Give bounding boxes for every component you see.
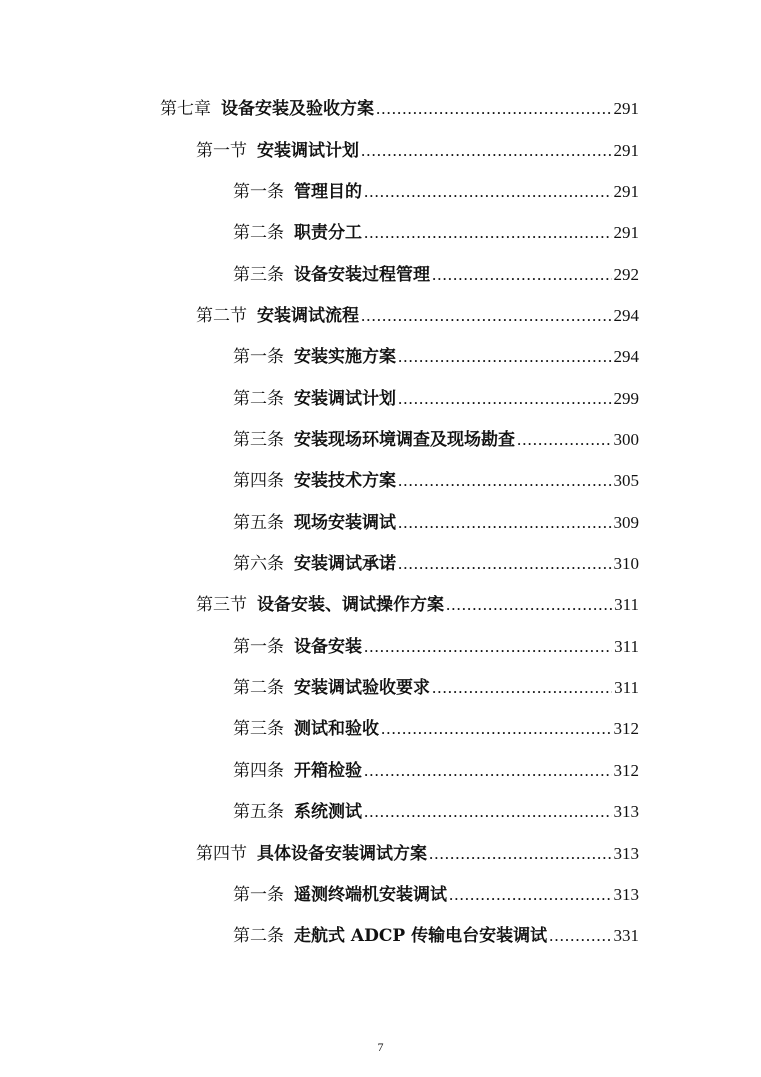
toc-entry-number: 第四条 [233,471,284,491]
toc-entry-title: 设备安装及验收方案 [221,99,374,119]
toc-entry-title: 走航式 ADCP 传输电台安装调试 [294,926,548,946]
toc-leader-dots [381,718,612,740]
toc-entry-page: 311 [614,678,639,697]
toc-leader-dots [364,222,612,244]
toc-entry-page: 313 [613,844,639,863]
toc-entry[interactable] [233,714,639,740]
toc-leader-dots [517,429,612,451]
toc-entry-title: 管理目的 [294,182,362,202]
toc-entry[interactable] [233,508,639,534]
toc-entry[interactable] [233,880,639,906]
toc-leader-dots [364,801,612,823]
toc-entry[interactable] [233,384,639,410]
toc-entry-page: 311 [614,637,639,656]
toc-entry-number: 第五条 [233,513,284,533]
toc-leader-dots [398,470,612,492]
toc-entry[interactable] [196,301,639,327]
toc-entry-number: 第一条 [233,637,284,657]
toc-entry-page: 294 [613,306,639,325]
toc-entry-title: 设备安装 [294,637,362,657]
toc-leader-dots [429,843,612,865]
toc-leader-dots [446,594,612,616]
toc-entry-title: 测试和验收 [294,719,379,739]
toc-leader-dots [549,925,611,947]
toc-entry-number: 第七章 [160,99,211,119]
toc-entry-page: 310 [613,554,639,573]
toc-entry-title: 安装调试计划 [257,141,359,161]
toc-entry[interactable] [196,590,639,616]
toc-entry-page: 291 [613,223,639,242]
toc-entry-number: 第三条 [233,265,284,285]
toc-entry-number: 第一节 [196,141,247,161]
toc-entry-page: 291 [613,182,639,201]
toc-entry[interactable] [233,218,639,244]
toc-entry-number: 第二条 [233,678,284,698]
toc-entry-number: 第二条 [233,389,284,409]
toc-entry-page: 294 [613,347,639,366]
toc-entry[interactable] [233,177,639,203]
toc-entry-title: 安装调试承诺 [294,554,396,574]
toc-entry-number: 第三条 [233,719,284,739]
toc-entry-title: 安装调试计划 [294,389,396,409]
toc-entry-title: 安装实施方案 [294,347,396,367]
toc-entry-title: 设备安装过程管理 [294,265,430,285]
toc-entry-title: 安装技术方案 [294,471,396,491]
toc-entry[interactable] [196,839,639,865]
toc-entry-title: 现场安装调试 [294,513,396,533]
toc-entry-page: 312 [613,761,639,780]
toc-entry-title: 安装现场环境调查及现场勘查 [294,430,515,450]
toc-entry[interactable] [233,921,639,947]
toc-entry[interactable] [233,425,639,451]
toc-entry-number: 第三条 [233,430,284,450]
toc-entry-number: 第四节 [196,844,247,864]
toc-entry-title: 职责分工 [294,223,362,243]
toc-entry-number: 第二条 [233,926,284,946]
toc-entry[interactable] [233,260,639,286]
toc-entry-title: 具体设备安装调试方案 [257,844,427,864]
toc-leader-dots [364,760,612,782]
toc-entry-page: 292 [613,265,639,284]
toc-entry-page: 299 [613,389,639,408]
toc-entry[interactable] [233,632,639,658]
page-number: 7 [377,1040,384,1054]
toc-leader-dots [398,512,612,534]
toc-leader-dots [449,884,612,906]
toc-entry[interactable] [233,797,639,823]
toc-entry-number: 第二节 [196,306,247,326]
toc-entry-number: 第五条 [233,802,284,822]
toc-entry-number: 第二条 [233,223,284,243]
toc-entry-number: 第一条 [233,347,284,367]
toc-leader-dots [432,264,612,286]
toc-entry-page: 291 [613,141,639,160]
toc-entry-number: 第一条 [233,182,284,202]
toc-entry[interactable] [233,549,639,575]
toc-leader-dots [398,388,612,410]
toc-entry-number: 第四条 [233,761,284,781]
toc-entry-page: 311 [614,595,639,614]
toc-entry-title: 安装调试流程 [257,306,359,326]
toc-entry[interactable] [233,673,639,699]
toc-entry-page: 305 [613,471,639,490]
toc-leader-dots [376,98,612,120]
toc-entry-page: 309 [613,513,639,532]
toc-entry-number: 第三节 [196,595,247,615]
toc-entry[interactable] [196,136,639,162]
toc-leader-dots [432,677,612,699]
toc-entry-page: 313 [613,802,639,821]
toc-leader-dots [361,305,612,327]
toc-entry-page: 291 [613,99,639,118]
toc-entry-number: 第六条 [233,554,284,574]
toc-leader-dots [398,346,612,368]
toc-entry[interactable] [233,756,639,782]
toc-leader-dots [364,181,612,203]
toc-entry-number: 第一条 [233,885,284,905]
toc-entry[interactable] [233,466,639,492]
toc-entry-page: 313 [613,885,639,904]
toc-leader-dots [364,636,612,658]
toc-entry-page: 300 [613,430,639,449]
toc-entry-title: 系统测试 [294,802,362,822]
toc-entry-title: 设备安装、调试操作方案 [257,595,444,615]
toc-leader-dots [398,553,612,575]
toc-entry[interactable] [233,342,639,368]
toc-entry[interactable] [160,94,639,120]
toc-leader-dots [361,140,612,162]
toc-entry-title: 遥测终端机安装调试 [294,885,447,905]
toc-entry-title: 开箱检验 [294,761,362,781]
toc-entry-page: 331 [613,926,639,945]
toc-entry-page: 312 [613,719,639,738]
toc-entry-title: 安装调试验收要求 [294,678,430,698]
